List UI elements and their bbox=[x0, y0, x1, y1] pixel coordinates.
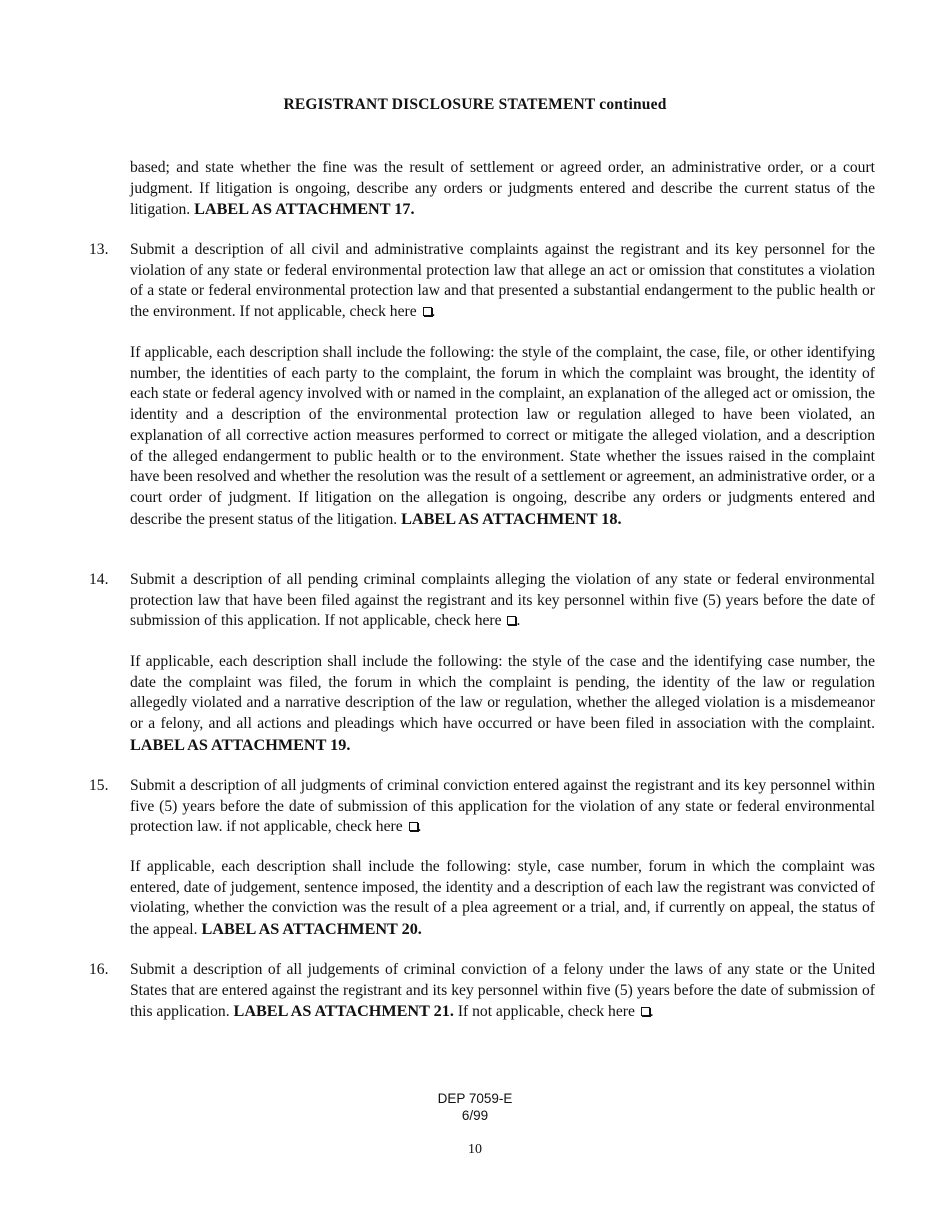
attachment-label: LABEL AS ATTACHMENT 18. bbox=[401, 509, 622, 528]
continuation-text: based; and state whether the fine was the result of settlement or agreed order, an administrative order, or a court judgment. If litigation is ongoing, describe any orders or judgments entered and describe the current status of the litigation. bbox=[130, 159, 875, 219]
attachment-label: LABEL AS ATTACHMENT 20. bbox=[201, 920, 422, 939]
checkbox[interactable] bbox=[423, 307, 432, 316]
attachment-label: LABEL AS ATTACHMENT 21. bbox=[233, 1002, 454, 1021]
checkbox[interactable] bbox=[507, 616, 516, 625]
item-16-paragraph: Submit a description of all judgements of criminal conviction of a felony under the laws of any state or the United States that are entered against the registrant and its key personnel within five (5) years before the date of submission of this application. LABEL AS ATTACHMENT 21. If not applicable, check here . bbox=[130, 961, 875, 1021]
form-number: DEP 7059-E bbox=[437, 1091, 513, 1106]
item-13-paragraph: Submit a description of all civil and administrative complaints against the registrant and its key personnel for the violation of any state or federal environmental protection law that allege an act or omission that constitutes a violation of a state or federal environmental protection law and that presented a substantial endangerment to the public health or the environment. If not applicable, check here . bbox=[130, 241, 875, 321]
item-15-paragraph: Submit a description of all judgments of criminal conviction entered against the registrant and its key personnel within five (5) years before the date of submission of this application for the violation of any state or federal environmental protection law. if not applicable, check here . bbox=[130, 777, 875, 836]
form-footer bbox=[0, 1090, 950, 1124]
continuation-paragraph bbox=[130, 158, 875, 221]
item-text: Submit a description of all judgements of criminal conviction of a felony under the laws of any state or the United States that are entered against the registrant and its key personnel within five (5) years before the date of submission of this application. bbox=[130, 961, 875, 1021]
attachment-label: LABEL AS ATTACHMENT 19. bbox=[130, 735, 351, 754]
attachment-label: LABEL AS ATTACHMENT 17. bbox=[194, 200, 415, 219]
item-14-detail bbox=[130, 652, 875, 757]
page-number: 10 bbox=[468, 1142, 482, 1157]
checkbox[interactable] bbox=[641, 1007, 650, 1016]
item-tail-text: If not applicable, check here bbox=[457, 1003, 635, 1021]
item-number: 16. bbox=[89, 961, 109, 978]
detail-text: If applicable, each description shall include the following: style, case number, forum in which the complaint was entered, date of judgement, sentence imposed, the identity and a description of each law the registrant was convicted of violating, whether the conviction was the result of a plea agreement or a trial, and, if currently on appeal, the status of the appeal. bbox=[130, 858, 875, 939]
detail-text: If applicable, each description shall include the following: the style of the case and the identifying case number, the date the complaint was filed, the forum in which the complaint is pending, the identity of the law or regulation allegedly violated and a narrative description of the law or regulation, whether the alleged violation is a misdemeanor or a felony, and all actions and pleadings which have occurred or have been filed in association with the complaint. bbox=[130, 653, 875, 733]
item-15-detail bbox=[130, 857, 875, 941]
page-title: REGISTRANT DISCLOSURE STATEMENT continued bbox=[283, 96, 667, 113]
detail-text: If applicable, each description shall include the following: the style of the complaint, the case, file, or other identifying number, the identities of each party to the complaint, the forum in which the complaint was brought, the identity of each state or federal agency involved with or named in the complaint, an explanation of the alleged act or omission, the identity and a description of the environmental protection law or regulation alleged to have been violated, an explanation of all corrective action measures performed to correct or mitigate the alleged violation, and a description of the alleged endangerment to public health or to the environment. State whether the issues raised in the complaint have been resolved and whether the resolution was the result of a settlement or agreement, an administrative order, or a court order of judgment. If litigation on the allegation is ongoing, describe any orders or judgments entered and describe the present status of the litigation. bbox=[130, 344, 875, 528]
form-date: 6/99 bbox=[461, 1108, 489, 1123]
item-number: 14. bbox=[89, 571, 109, 588]
checkbox[interactable] bbox=[409, 822, 418, 831]
item-text: Submit a description of all civil and administrative complaints against the registrant and its key personnel for the violation of any state or federal environmental protection law that allege an act or omission that constitutes a violation of a state or federal environmental protection law and that presented a substantial endangerment to the public health or the environment. If not applicable, check here bbox=[130, 241, 875, 321]
item-number: 15. bbox=[89, 777, 109, 794]
item-13-detail bbox=[130, 343, 875, 530]
item-text: Submit a description of all judgments of criminal conviction entered against the registrant and its key personnel within five (5) years before the date of submission of this application for the violation of any state or federal environmental protection law. if not applicable, check here bbox=[130, 777, 875, 836]
item-14-paragraph: Submit a description of all pending criminal complaints alleging the violation of any state or federal environmental protection law that have been filed against the registrant and its key personnel within five (5) years before the date of submission of this application. If not applicable, check here . bbox=[130, 571, 875, 630]
item-text: Submit a description of all pending criminal complaints alleging the violation of any state or federal environmental protection law that have been filed against the registrant and its key personnel within five (5) years before the date of submission of this application. If not applicable, check here bbox=[130, 571, 875, 630]
item-number: 13. bbox=[89, 241, 109, 258]
